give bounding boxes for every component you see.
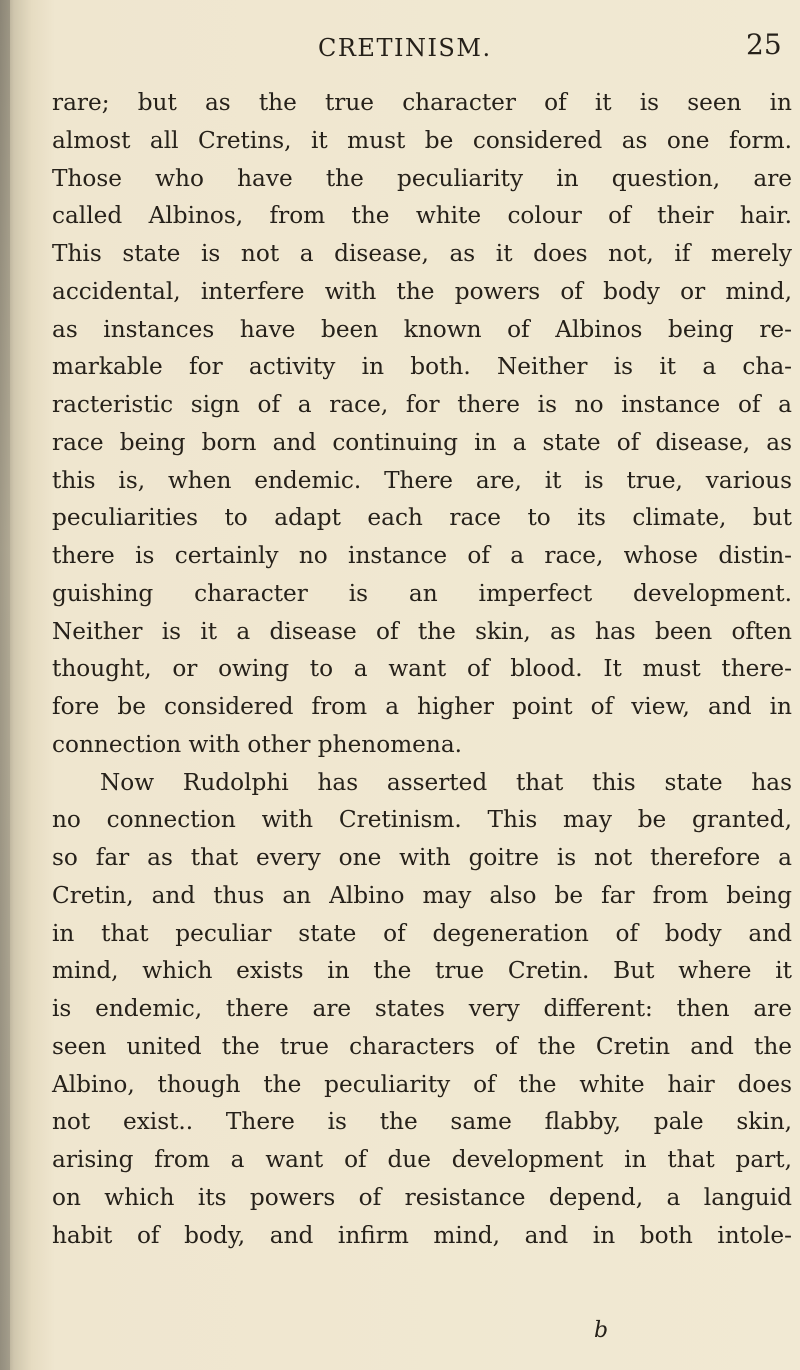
- running-title: CRETINISM.: [318, 34, 492, 62]
- text-line: guishing character is an imperfect development.: [52, 579, 792, 607]
- text-line: fore be considered from a higher point of view, and in: [52, 693, 792, 720]
- running-head: [0, 28, 800, 68]
- text-line: Neither is it a disease of the skin, as has been often: [52, 617, 792, 645]
- signature-mark: b: [594, 1318, 609, 1343]
- text-line: accidental, interfere with the powers of body or mind,: [52, 277, 792, 305]
- text-line: mind, which exists in the true Cretin. But where it: [52, 957, 792, 985]
- text-line: racteristic sign of a race, for there is no instance of a: [52, 391, 792, 418]
- text-line: on which its powers of resistance depend, a languid: [52, 1183, 792, 1211]
- text-line: there is certainly no instance of a race, whose distin-: [52, 542, 792, 569]
- text-line: not exist.. There is the same flabby, pale skin,: [52, 1108, 792, 1136]
- text-line: no connection with Cretinism. This may be granted,: [52, 806, 792, 834]
- text-line: This state is not a disease, as it does not, if merely: [52, 240, 792, 267]
- text-line: is endemic, there are states very different: then are: [52, 995, 792, 1022]
- text-line: in that peculiar state of degeneration of body and: [52, 919, 792, 947]
- text-line-paragraph-start: Now Rudolphi has asserted that this state has: [100, 768, 792, 796]
- text-line: race being born and continuing in a state of disease, as: [52, 428, 792, 456]
- text-line: thought, or owing to a want of blood. It must there-: [52, 655, 792, 683]
- text-line: Those who have the peculiarity in question, are: [52, 164, 792, 192]
- text-line: Albino, though the peculiarity of the white hair does: [52, 1070, 792, 1098]
- body-text: [52, 84, 792, 1254]
- text-line: Cretin, and thus an Albino may also be far from being: [52, 881, 792, 909]
- text-line: this is, when endemic. There are, it is true, various: [52, 466, 792, 494]
- text-line: seen united the true characters of the Cretin and the: [52, 1032, 792, 1060]
- page-number: 25: [746, 28, 782, 61]
- text-line-paragraph-end: connection with other phenomena.: [52, 730, 463, 758]
- text-line: so far as that every one with goitre is not therefore a: [52, 844, 792, 871]
- text-line: as instances have been known of Albinos being re-: [52, 315, 792, 343]
- binding-gutter: [0, 0, 10, 1370]
- text-line: peculiarities to adapt each race to its climate, but: [52, 504, 792, 532]
- text-line: almost all Cretins, it must be considered as one form.: [52, 126, 792, 154]
- text-line: rare; but as the true character of it is seen in: [52, 89, 792, 116]
- text-line: markable for activity in both. Neither is it a cha-: [52, 353, 792, 381]
- text-line: called Albinos, from the white colour of their hair.: [52, 202, 792, 230]
- text-line: habit of body, and infirm mind, and in both intole-: [52, 1221, 792, 1249]
- text-line: arising from a want of due development in that part,: [52, 1146, 792, 1173]
